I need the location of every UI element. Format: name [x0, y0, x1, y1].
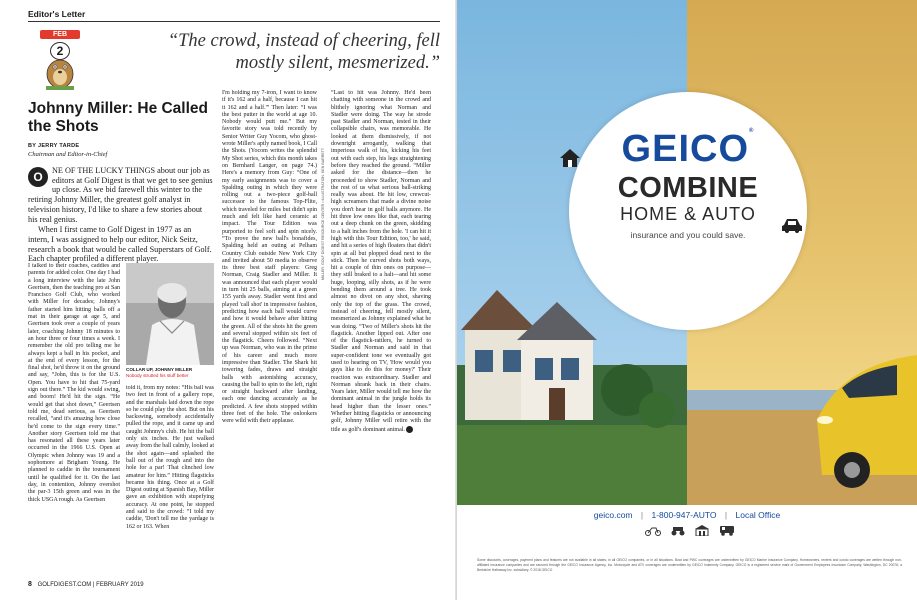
photo-credit: MILLER: GOLF DIGEST RESOURCE CENTER • ILLUSTRATION: KEN BARRETT — [321, 147, 325, 280]
ad-local-office[interactable]: Local Office — [735, 510, 781, 520]
page-footer: 8 GOLFDIGEST.COM | FEBRUARY 2019 — [28, 581, 144, 588]
footer-site: GOLFDIGEST.COM — [37, 582, 92, 588]
ad-tagline: insurance and you could save. — [630, 230, 746, 240]
home-icon — [559, 148, 581, 168]
calendar-month: FEB — [53, 31, 67, 38]
rv-icon — [719, 524, 735, 536]
byline-title: Chairman and Editor-in-Chief — [28, 151, 108, 158]
article-intro — [28, 166, 213, 265]
geico-logo: GEICO® — [621, 128, 755, 170]
body-column-2 — [222, 90, 317, 568]
car-icon — [781, 216, 803, 234]
photo-caption-subtitle: Nobody strutted his stuff better — [126, 373, 189, 378]
intro-paragraph-2: When I first came to Golf Digest in 1977 as an intern, I was assigned to help our editor, Nick Seitz, research a book that would be called Superstars of Golf. Each chapter profiled a different player. — [28, 225, 212, 264]
pull-quote: “The crowd, instead of cheering, fell mostly silent, mesmerized.” — [167, 31, 440, 73]
drop-cap: O — [28, 167, 48, 187]
body-text: “Last to hit was Johnny. He'd been chatting with someone in the crowd and blithely ignoring what Norman and Stadler were doing. The way he strode past Stadler and Norman, tested in their collapsible chairs, was memorable. He looked at them dismissively, if not downright arrogantly, walking that imperious walk of his, kicking his feet out with each step, his legs straightening before they reached the ground. “Miller asked for the distance—then he proceeded to show Stadler, Norman and the rest of us what serious ball-striking really was about. He hit low, crewcut-high screamers that made a divine noise you don't hear in golf balls anymore. He hit three low ones like that, each tearing out a deep chunk on the green, skidding to a halt inches from the hole. 'I can hit it high with this Tour Edition, too,' he said, and hit a series of high floaters that didn't spin at all but plopped dead next to the stick. Then he curved shots both ways, hit a couple of thin ones on purpose—they still braked to a halt—and hit some huge, looping, silly shots, as if he were bending them around a tree. He took almost no divot on any shot, shaving only the top of the grass. The crowd, instead of cheering, fell mostly silent, mesmerized as Johnny explained what he was doing. “Two of Miller's shots hit the flagstick. Another lipped out. After one of the flagstick-rattlers, he turned to Stadler and Norman and said in that super-confident tone we eventually got used to hearing on TV, 'How would you guys like to do this for money?' Their reaction was extraordinary. Stadler and Norman shrank back in their chairs. Years later, Miller would tell me how the dominant animal in the jungle holds its head higher than the lesser ones.” Whether hitting flagsticks or announcing golf, Johnny Miller will retire with the title as golf's dominant animal. — [331, 90, 431, 433]
byline: BY JERRY TARDE — [28, 143, 80, 149]
footer-issue: FEBRUARY 2019 — [96, 582, 144, 588]
geico-advertisement — [457, 0, 917, 600]
groundhog-icon — [40, 48, 80, 90]
ad-website-link[interactable]: geico.com — [593, 510, 633, 520]
ad-legal-disclaimer: Some discounts, coverages, payment plans and features are not available in all states, in all GEICO companies, or in all situations. Boat and PWC coverages are underwritten by GEICO Marine Insurance Company. Homeowners, renters and condo coverages are written through non-affiliated insurance companies and are secured through the GEICO Insurance Agency, Inc. Motorcycle and ATV coverages are underwritten by GEICO Indemnity Company. GEICO is a registered service mark of Government Employees Insurance Company, Washington, DC 20076; a Berkshire Hathaway Inc. subsidiary. © 2018 GEICO — [477, 558, 902, 572]
calendar-day: 2 — [50, 42, 70, 60]
body-column-1 — [28, 263, 120, 563]
body-text: I'm holding my 7-iron, I want to know if it's 162 and a half, because I can hit it 162 and a half.'” Then later: “I was the best putter in the world at age 10. Nobody would putt me.” But my favorite story was told recently by Senior Writer Guy Yocom, who ghost-wrote Miller's aptly named book, I Call the Shots. (Yocom writes the splendid My Shot series, which this month takes on Bernhard Langer, on page 74.) Here's a memory from Guy: “One of my early assignments was to cover a Spalding outing in which they were rolling out a two-piece golf-ball successor to the famous Top-Flite, which traveled for miles but didn't spin much and felt like hard ceramic at impact. The Tour Edition was purported to feel soft and spin nicely. “To prove the new ball's bonafides, Spalding held an outing at Pelham Country Club outside New York City and invited about 50 media to observe its three best staff players: Greg Norman, Craig Stadler and Miller. It was announced that each player would in turn hit 25 balls, aiming at a green 155 yards away. Stadler went first and played 'call shot' in impressive fashion, predicting how each ball would curve and how it would behave after hitting the green. All of the shots hit the green and several stopped within six feet of the flagstick. Cheers followed. “Next up was Norman, who was in the prime of his career and much more impressive than Stadler. The Shark hit towering fades, draws and straight balls with astonishing accuracy, causing the ball to spin to the left, right or straight backward after landing, each one dancing accurately as he predicted. A few shots stopped within three feet of the hole. The onlookers were wild with their applause. — [222, 90, 317, 425]
building-icon — [694, 524, 710, 536]
golfer-portrait-image — [126, 263, 214, 365]
photo-caption — [126, 367, 214, 379]
ad-headline-circle — [569, 92, 807, 330]
body-text: I talked to their coaches, caddies and parents for added color. One day I had a long interview with the late John Geertsen, then the teaching pro at San Francisco Golf Club, who worked with Miller for decades; Johnny's father started him hitting balls off a mat in their garage at age 5, and Geertsen took over a couple of years later, coaching Johnny 18 minutes to an hour three or four times a week. I remember the old pro telling me he always kept a ball in his pocket, and at the end of every lesson, for the final shot, he'd throw it on the ground and say, “John, this is for the U.S. Open. You have to hit that 75-yard sign out there.” The kid would swing, and boom! He'd hit the sign. “He would get that shot down,” Geertsen told me, dead serious, as Geertsen recalled, “and it's amazing how close he'd come to the sign every time.” Another story Geertsen told me that has resonated all these years later occurred in the 1966 U.S. Open at Olympic when Johnny was 19 and a sophomore at Brigham Young. He planned to caddie in the tournament until he qualified for it. On the last day, in contention, Johnny overshot the par-3 15th green and was in the thick USGA rough. As Geertsen — [28, 263, 120, 503]
ad-phone[interactable]: 1-800-947-AUTO — [651, 510, 717, 520]
ad-product-icons — [645, 524, 735, 538]
johnny-miller-photo — [126, 263, 214, 365]
intro-paragraph-1: NE OF THE LUCKY THINGS about our job as editors at Golf Digest is that we get to see genius up close. As we bid farewell this winter to the retiring Johnny Miller, the greatest golf analyst in television history, I'd like to share a few stories about his real genius. — [28, 166, 213, 224]
photo-caption-title: COLLAR UP, JOHNNY MILLER — [126, 367, 193, 372]
page-number: 8 — [28, 581, 32, 588]
magazine-left-page — [0, 0, 455, 600]
ad-contact-line: geico.com | 1-800-947-AUTO | Local Office — [593, 510, 781, 520]
body-text: told it, from my notes: “His ball was two feet in front of a gallery rope, and the marshals laid down the rope so he could play the shot. But on his backswing, somebody accidentally pulled the rope, and it came up and caught Johnny's club. He hit the ball only six inches. He just walked away from the ball calmly, looked at the shot again—and splashed the ball out of the rough and into the hole for a par! That clinched low amateur for him.” Hitting flagsticks became his thing. Once at a Golf Digest outing at Spanish Bay, Miller gave an exhibition with stupefying accuracy. At one point, he stopped and said to the crowd: “I told my caddie, 'Don't tell me the yardage is 162 or 163. When — [126, 385, 214, 530]
article-headline: Johnny Miller: He Called the Shots — [28, 100, 209, 135]
ad-subheadline: HOME & AUTO — [620, 204, 756, 224]
end-mark-icon — [406, 426, 413, 433]
calendar-illustration — [40, 30, 80, 90]
body-column-3 — [331, 90, 431, 568]
ad-headline: COMBINE — [617, 172, 759, 204]
body-column-1b — [126, 385, 214, 565]
motorcycle-icon — [645, 524, 661, 536]
section-label: Editor's Letter — [28, 9, 86, 19]
atv-icon — [670, 524, 686, 536]
section-rule — [28, 21, 440, 22]
